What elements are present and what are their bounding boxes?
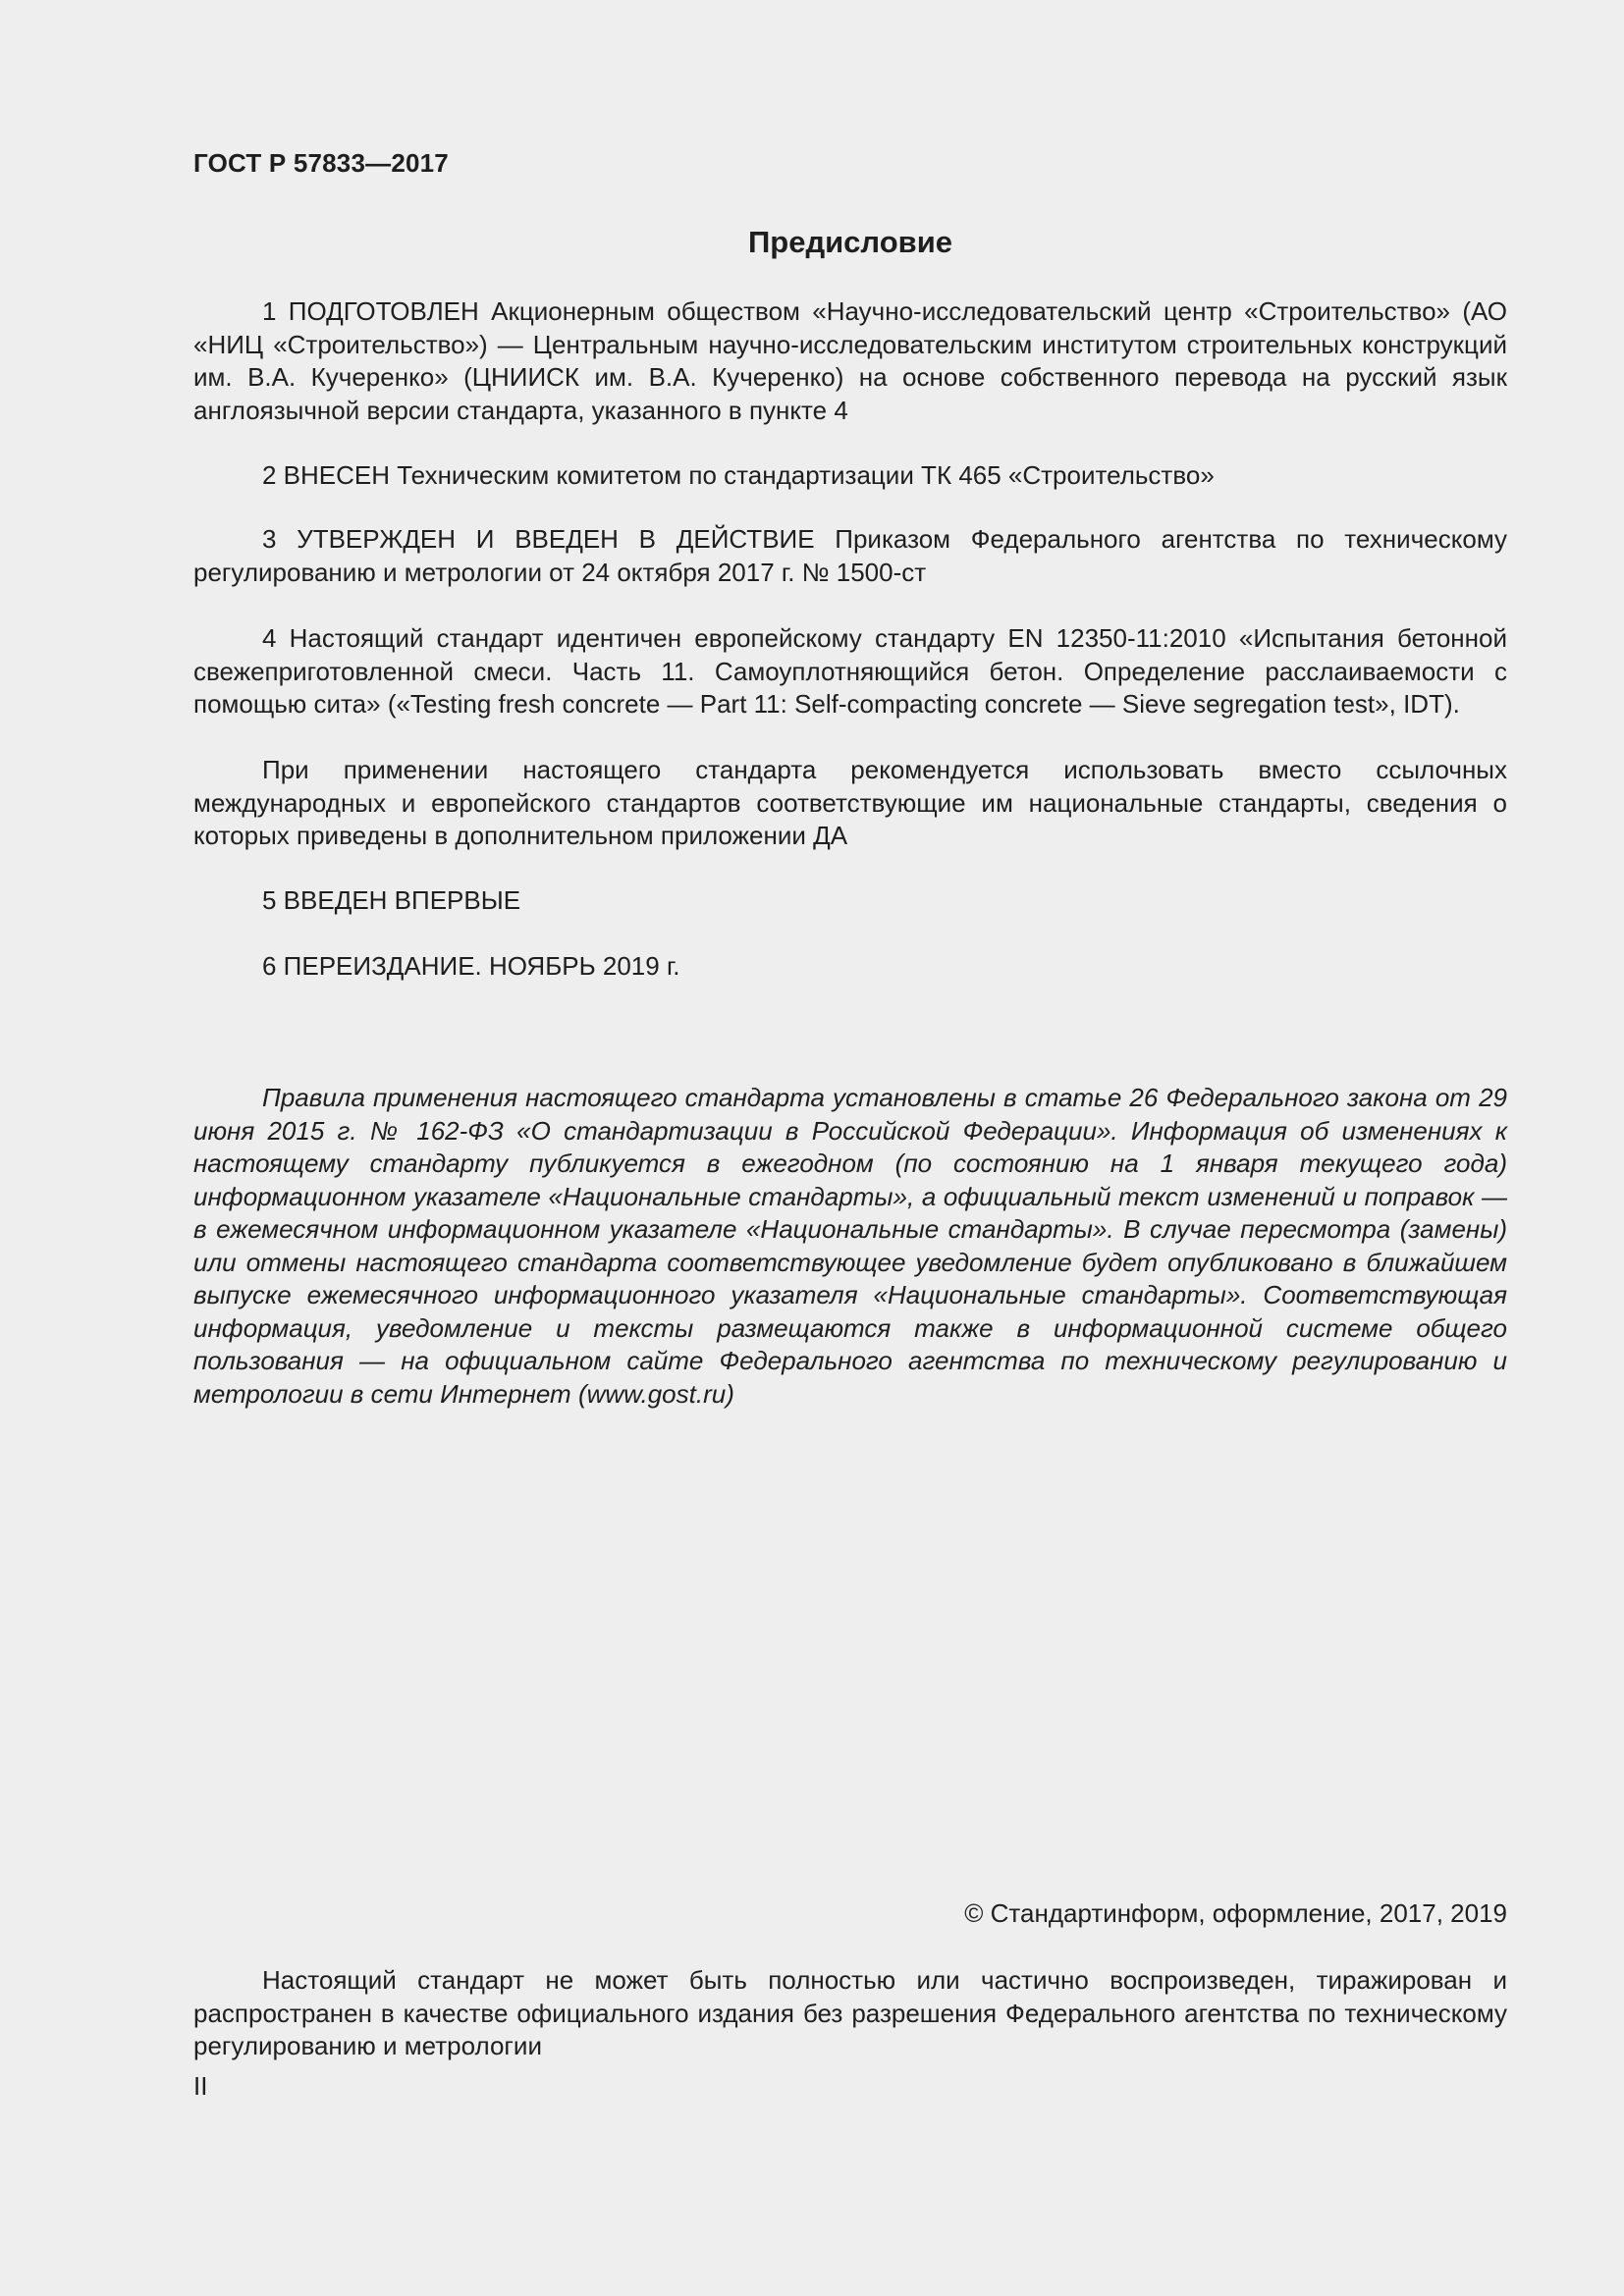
- document-code: ГОСТ Р 57833—2017: [193, 148, 449, 178]
- foreword-item-4: 4 Настоящий стандарт идентичен европейскому стандарту EN 12350-11:2010 «Испытания бетонной свежеприготовленной смеси. Часть 11. Самоуплотняющийся бетон. Определение расслаиваемости с помощью сита» («Testing fresh concrete — Part 11: Self-compacting concrete — Sieve segregation test», IDT).: [193, 623, 1507, 719]
- foreword-item-3: 3 УТВЕРЖДЕН И ВВЕДЕН В ДЕЙСТВИЕ Приказом Федерального агентства по техническому регулированию и метрологии от 24 октября 2017 г. № 1500-ст: [193, 524, 1507, 587]
- foreword-item-5: 5 ВВЕДЕН ВПЕРВЫЕ: [262, 885, 521, 915]
- page-number: II: [193, 2071, 208, 2101]
- copyright-line: © Стандартинформ, оформление, 2017, 2019: [964, 1898, 1507, 1928]
- foreword-item-4-note: При применении настоящего стандарта рекомендуется использовать вместо ссылочных международных и европейского стандартов соответствующие им национальные стандарты, сведения о которых приведены в дополнительном приложении ДА: [193, 755, 1507, 850]
- page-title: Предисловие: [747, 225, 952, 259]
- rules-notice: Правила применения настоящего стандарта установлены в статье 26 Федерального закона от 29 июня 2015 г. № 162-ФЗ «О стандартизации в Российской Федерации». Информация об изменениях к настоящему стандарту публикуется в ежегодном (по состоянию на 1 января текущего года) информационном указателе «Национальные стандарты», а официальный текст изменений и поправок — в ежемесячном информационном указателе «Национальные стандарты». В случае пересмотра (замены) или отмены настоящего стандарта соответствующее уведомление будет опубликовано в ближайшем выпуске ежемесячного информационного указателя «Национальные стандарты». Соответствующая информация, уведомление и тексты размещаются также в информационной системе общего пользования — на официальном сайте Федерального агентства по техническому регулированию и метрологии в сети Интернет (www.gost.ru): [193, 1083, 1507, 1409]
- foreword-item-2: 2 ВНЕСЕН Техническим комитетом по стандартизации ТК 465 «Строительство»: [262, 460, 1215, 490]
- reproduction-notice: Настоящий стандарт не может быть полностью или частично воспроизведен, тиражирован и распространен в качестве официального издания без разрешения Федерального агентства по техническому регулированию и метрологии: [193, 1965, 1507, 2060]
- foreword-item-6: 6 ПЕРЕИЗДАНИЕ. НОЯБРЬ 2019 г.: [262, 951, 680, 981]
- foreword-item-1: 1 ПОДГОТОВЛЕН Акционерным обществом «Научно-исследовательский центр «Строительство» (АО «НИЦ «Строительство») — Центральным научно-исследовательским институтом строительных конструкций им. В.А. Кучеренко» (ЦНИИСК им. В.А. Кучеренко) на основе собственного перевода на русский язык англоязычной версии стандарта, указанного в пункте 4: [193, 296, 1507, 425]
